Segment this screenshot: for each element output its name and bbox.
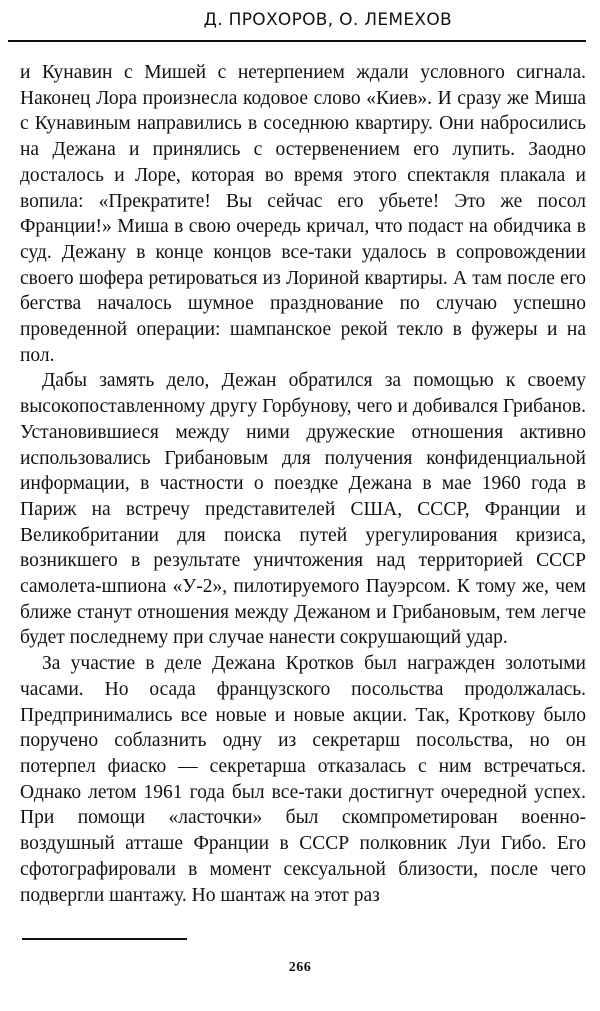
header-rule	[8, 40, 586, 42]
page-number: 266	[288, 960, 312, 975]
paragraph-3: За участие в деле Дежана Кротков был награжден золотыми часами. Но осада французского посольства продолжалась. Предпринимались все новые и новые акции. Так, Кроткову было поручено соблазнить одну из секретарш посольства, но он потерпел фиаско — секретарша отказалась с ним встречаться. Однако летом 1961 года был все-таки достигнут очередной успех. При помощи «ласточки» был скомпрометирован военно-воздушный атташе Франции в СССР полковник Луи Гибо. Его сфотографировали в момент сексуальной близости, после чего подвергли шантажу. Но шантаж на этот раз	[20, 653, 586, 906]
page-body	[20, 60, 586, 908]
paragraph-1: и Кунавин с Мишей с нетерпением ждали условного сигнала. Наконец Лора произнесла кодовое слово «Киев». И сразу же Миша с Кунавиным направились в соседнюю квартиру. Они набросились на Дежана и принялись с остервенением его лупить. Заодно досталось и Лоре, которая во время этого спектакля плакала и вопила: «Прекратите! Вы сейчас его убьете! Это же посол Франции!» Миша в свою очередь кричал, что подаст на обидчика в суд. Дежану в конце концов все-таки удалось в сопровождении своего шофера ретироваться из Лориной квартиры. А там после его бегства началось шумное празднование по случаю успешно проведенной операции: шампанское рекой текло в фужеры и на пол.	[20, 62, 586, 366]
paragraph-2: Дабы замять дело, Дежан обратился за помощью к своему высокопоставленному другу Горбунову, чего и добивался Грибанов. Установившиеся между ними дружеские отношения активно использовались Грибановым для получения конфиденциальной информации, в частности о поездке Дежана в мае 1960 года в Париж на встречу представителей США, СССР, Франции и Великобритании для поиска путей урегулирования кризиса, возникшего в результате уничтожения над территорией СССР самолета-шпиона «У-2», пилотируемого Пауэрсом. К тому же, чем ближе станут отношения между Дежаном и Грибановым, тем легче будет последнему при случае нанести сокрушающий удар.	[20, 370, 586, 649]
footnote-rule	[22, 938, 187, 940]
running-title: Д. ПРОХОРОВ, О. ЛЕМЕХОВ	[203, 10, 452, 30]
